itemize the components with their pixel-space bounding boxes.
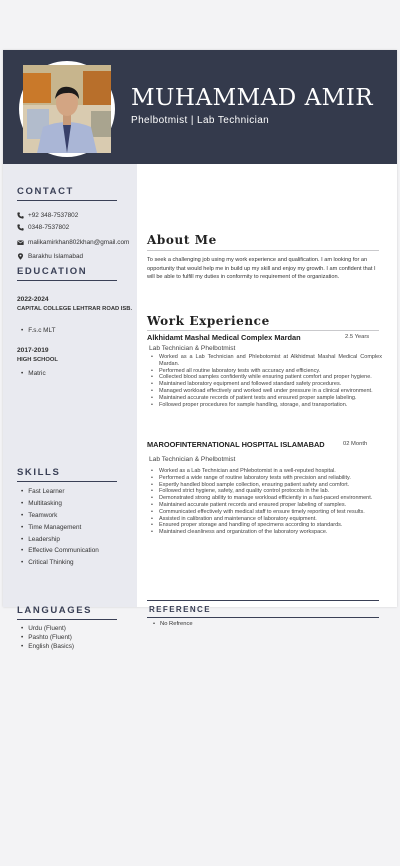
language-item: • Urdu (Fluent)	[21, 625, 66, 632]
skill-item: • Teamwork	[21, 512, 57, 519]
contact-divider	[17, 200, 117, 201]
job-1-organization: Alkhidamt Mashal Medical Complex Mardan	[147, 333, 301, 342]
duty-item: • Performed a wide range of routine laboratory tests with precision and reliability.	[151, 475, 382, 482]
duty-item: • Collected blood samples confidently while ensuring patient comfort and proper hygiene.	[151, 374, 382, 381]
experience-divider	[147, 330, 379, 331]
job-2-duration: 02 Month	[343, 441, 368, 447]
contact-heading: CONTACT	[17, 186, 74, 197]
duty-item: • Followed proper procedures for sample handling, storage, and transportation.	[151, 402, 382, 409]
job-2-duties	[151, 468, 382, 536]
job-2-organization: MAROOFINTERNATIONAL HOSPITAL ISLAMABAD	[147, 440, 325, 449]
skill-item: • Leadership	[21, 536, 60, 543]
skill-item: • Critical Thinking	[21, 559, 74, 566]
profile-photo	[23, 65, 111, 153]
duty-item: • Demonstrated strong ability to manage workload efficiently in a fast-paced environment.	[151, 495, 382, 502]
education-1-school: CAPITAL COLLEGE LEHTRAR ROAD ISB.	[17, 306, 133, 312]
education-divider	[17, 280, 117, 281]
duty-item: • Worked as a Lab Technician and Phlebotomist in a well-reputed hospital.	[151, 468, 382, 475]
skill-item: • Multitasking	[21, 500, 62, 507]
language-item: • Pashto (Fluent)	[21, 634, 72, 641]
skill-item: • Fast Learner	[21, 488, 64, 495]
contact-email	[17, 239, 129, 246]
candidate-role: Phelbotmist | Lab Technician	[131, 115, 270, 126]
about-heading: About Me	[147, 233, 217, 247]
contact-location	[17, 253, 83, 260]
skills-heading: SKILLS	[17, 467, 61, 478]
languages-heading: LANGUAGES	[17, 605, 93, 616]
phone-2-text: 0348-7537802	[28, 224, 70, 231]
job-1-role: Lab Technician & Phelbotmist	[149, 345, 236, 352]
duty-item: • Managed workload effectively and worked well under pressure in a clinical environment.	[151, 388, 382, 395]
phone-icon	[17, 212, 24, 219]
education-1-degree: • F.s.c MLT	[21, 327, 55, 334]
resume-header	[3, 50, 397, 164]
reference-heading: REFERENCE	[149, 605, 211, 614]
duty-item: • Worked as a Lab Technician and Phlebotomist at Alkhidmat Mashal Medical Complex Mardan.	[151, 354, 382, 368]
location-text: Barakhu Islamabad	[28, 253, 84, 260]
language-item: • English (Basics)	[21, 643, 74, 650]
contact-phone-1	[17, 212, 78, 219]
sidebar	[3, 164, 137, 650]
duty-item: • Performed all routine laboratory tests with accuracy and efficiency.	[151, 368, 382, 375]
duty-item: • Followed strict hygiene, safety, and quality control protocols in the lab.	[151, 488, 382, 495]
education-heading: EDUCATION	[17, 266, 88, 277]
skills-divider	[17, 481, 117, 482]
job-1-duration: 2.5 Years	[345, 334, 370, 340]
reference-divider	[147, 617, 379, 618]
duty-item: • Maintained laboratory equipment and followed standard safety procedures.	[151, 381, 382, 388]
duty-item: • Expertly handled blood sample collection, ensuring patient safety and comfort.	[151, 482, 382, 489]
contact-phone-2	[17, 224, 69, 231]
education-1-years: 2022-2024	[17, 296, 49, 303]
duty-item: • Maintained cleanliness and organization of the laboratory workspace.	[151, 529, 382, 536]
phone-icon	[17, 224, 24, 231]
education-2-years: 2017-2019	[17, 347, 49, 354]
languages-divider	[17, 619, 117, 620]
profile-photo-frame	[19, 61, 115, 157]
experience-heading: Work Experience	[147, 314, 270, 328]
duty-item: • Ensured proper storage and handling of specimens according to standards.	[151, 522, 382, 529]
email-icon	[17, 239, 24, 246]
candidate-name: MUHAMMAD AMIR	[131, 85, 374, 111]
location-pin-icon	[17, 253, 24, 260]
job-2-role: Lab Technician & Phelbotmist	[149, 456, 236, 463]
duty-item: • Maintained accurate records of patient tests and ensured proper sample labeling.	[151, 395, 382, 402]
skill-item: • Effective Communication	[21, 547, 99, 554]
duty-item: • Assisted in calibration and maintenance of laboratory equipment.	[151, 516, 382, 523]
reference-top-divider	[147, 600, 379, 601]
job-1-duties	[151, 354, 382, 408]
about-text: To seek a challenging job using my work experience and qualification. I am looking for an opportunity that would help me in build up my skill and enjoy my growth. I am confident that I will be able to fulfill my duties in conformity to requirement of the organization.	[147, 257, 376, 281]
duty-item: • Communicated effectively with medical staff to ensure timely reporting of test results.	[151, 509, 382, 516]
skill-item: • Time Management	[21, 524, 81, 531]
about-divider	[147, 250, 379, 251]
email-text: malikamirkhan802khan@gmail.com	[28, 239, 130, 246]
education-2-school: HIGH SCHOOL	[17, 357, 58, 363]
reference-item: • No Refrence	[153, 621, 193, 627]
main-content	[137, 164, 397, 627]
education-2-degree: • Matric	[21, 370, 46, 377]
phone-1-text: +92 348-7537802	[28, 212, 79, 219]
resume-page	[3, 50, 397, 650]
duty-item: • Maintained accurate patient records and ensured proper labeling of samples.	[151, 502, 382, 509]
